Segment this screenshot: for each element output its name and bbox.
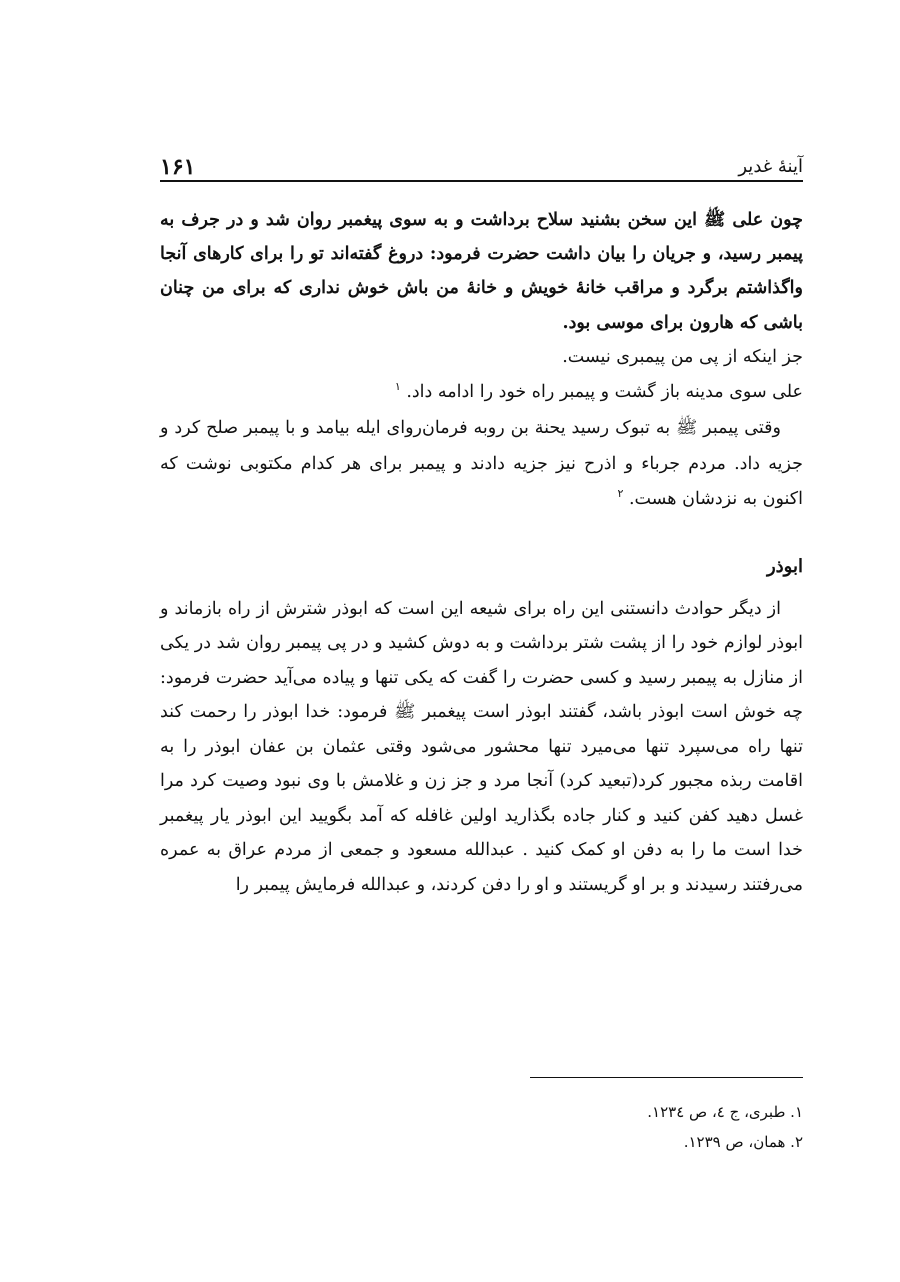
footnote-1: ۱. طبری، ج ٤، ص ١٢٣٤.	[647, 1103, 803, 1121]
paragraph-3	[160, 411, 803, 518]
page-number: ۱۶۱	[160, 154, 196, 180]
running-title: آینۀ غدیر	[738, 156, 803, 177]
body-text	[160, 203, 803, 902]
footnote-ref-2[interactable]: ۲	[617, 487, 624, 501]
footnote-2: ۲. همان، ص ١٢٣٩.	[683, 1133, 803, 1151]
paragraph-2-text: علی سوی مدینه باز گشت و پیمبر راه خود را ادامه داد.	[406, 382, 803, 403]
page-header	[160, 148, 803, 178]
footnote-ref-1[interactable]: ۱	[394, 380, 401, 394]
paragraph-3-text: وقتی پیمبر ﷺ به تبوک رسید یحنة بن روبه فرمان‌روای ایله بیامد و با پیمبر صلح کرد و جزیه داد. مردم جرباء و اذرح نیز جزیه دادند و پیمبر برای هر کدام مکتوبی نوشت که اکنون به نزدشان هست.	[160, 418, 803, 510]
section-paragraph: از دیگر حوادث دانستنی این راه برای شیعه این است که ابوذر شترش از راه بازماند و ابوذر لوازم خود را از پشت شتر برداشت و به دوش کشید و در پی پیمبر روان شد در یکی از منازل به پیمبر رسید و کسی حضرت را گفت که یکی تنها و پیاده می‌آید حضرت فرمود: چه خوش است ابوذر باشد، گفتند ابوذر است پیغمبر ﷺ فرمود: خدا ابوذر را رحمت کند تنها راه می‌سپرد تنها می‌میرد تنها محشور می‌شود وقتی عثمان بن عفان ابوذر را به اقامت ربذه مجبور کرد(تبعید کرد) آنجا مرد و جز زن و غلامش با وی نبود وصیت کرد مرا غسل دهید کفن کنید و کنار جاده بگذارید اولین غافله که آمد بگویید این ابوذر یار پیغمبر خدا است ما را به دفن او کمک کنید . عبدالله مسعود و جمعی از مردم عراق به عمره می‌رفتند رسیدند و بر او گریستند و او را دفن کردند، و عبدالله فرمایش پیمبر را	[160, 598, 803, 895]
footnote-rule	[530, 1077, 803, 1078]
section-heading: ابوذر	[766, 555, 803, 577]
footnotes	[530, 1097, 803, 1157]
paragraph-2	[160, 375, 803, 411]
header-rule	[160, 180, 803, 182]
paragraph-1	[160, 340, 803, 376]
paragraph-1-text: جز اینکه از پی من پیمبری نیست.	[562, 346, 803, 367]
bold-paragraph: چون علی ﷺ این سخن بشنید سلاح برداشت و به سوی پیغمبر روان شد و در جرف به پیمبر رسید، و جریان را بیان داشت حضرت فرمود: دروغ گفته‌اند تو را برای کارهای آنجا واگذاشتم برگرد و مراقب خانۀ خویش و خانۀ من باش خوش نداری که برای من چنان باشی که هارون برای موسی بود.	[160, 210, 803, 333]
